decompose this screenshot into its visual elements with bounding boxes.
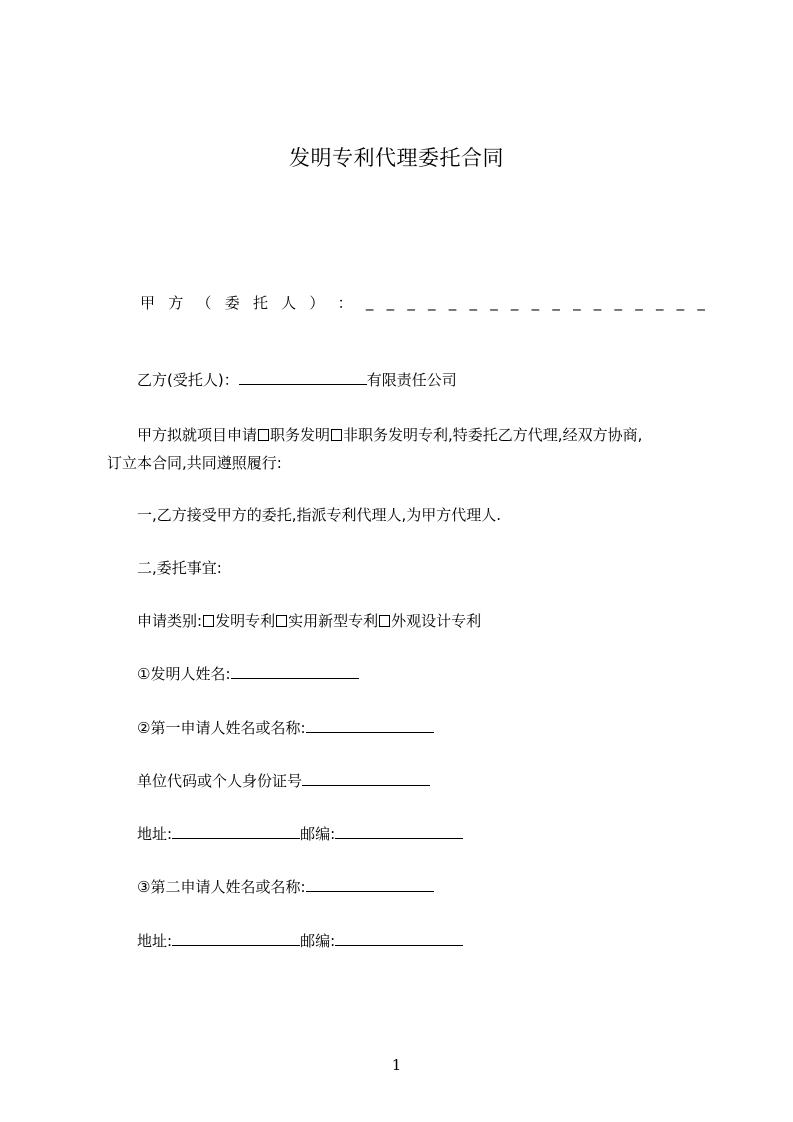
party-a-char: 委	[224, 293, 240, 312]
party-b-suffix: 有限责任公司	[366, 371, 457, 389]
checkbox[interactable]	[379, 615, 390, 627]
second-applicant-blank[interactable]	[306, 877, 434, 892]
fill-dash: _	[614, 293, 622, 311]
fill-dash: _	[531, 293, 540, 311]
address-blank[interactable]	[172, 824, 300, 839]
intro-option-1: 职务发明	[270, 426, 331, 444]
address-label: 地址:	[137, 825, 173, 843]
page-number: 1	[391, 1056, 402, 1074]
second-applicant-line	[137, 876, 434, 898]
party-b-label: 乙方(受托人)：	[137, 371, 239, 389]
checkbox[interactable]	[331, 429, 342, 441]
fill-dash: _	[365, 293, 374, 311]
postcode-label: 邮编:	[300, 825, 336, 843]
party-a-char: 托	[252, 293, 268, 312]
fill-dash: _	[635, 293, 643, 311]
category-option-2: 实用新型专利	[288, 612, 379, 630]
fill-dash: _	[510, 293, 519, 311]
fill-dash: _	[448, 293, 457, 311]
intro-paragraph	[107, 421, 707, 477]
id-code-line	[137, 770, 430, 792]
postcode-label: 邮编:	[300, 932, 336, 950]
fill-dash: _	[428, 293, 436, 311]
checkbox[interactable]	[258, 429, 269, 441]
first-applicant-blank[interactable]	[306, 718, 434, 733]
intro-line-1	[107, 421, 707, 449]
party-a-line	[140, 290, 705, 314]
second-applicant-label: ③第二申请人姓名或名称:	[137, 878, 306, 896]
checkbox[interactable]	[203, 615, 214, 627]
first-applicant-line	[137, 717, 434, 739]
fill-dash: _	[407, 293, 415, 311]
fill-dash: _	[490, 293, 498, 311]
first-applicant-label: ②第一申请人姓名或名称:	[137, 719, 306, 737]
category-line	[137, 610, 481, 632]
intro-option-2: 非职务发明专利,特委托乙方代理,经双方协商,	[343, 426, 643, 444]
checkbox[interactable]	[276, 615, 287, 627]
fill-dash: _	[469, 293, 477, 311]
postcode-blank[interactable]	[335, 931, 463, 946]
category-option-1: 发明专利	[215, 612, 276, 630]
party-a-char: ：	[337, 293, 353, 312]
fill-dash: _	[386, 293, 395, 311]
intro-text: 甲方拟就项目申请	[137, 426, 258, 444]
fill-dash: _	[593, 293, 602, 311]
category-label: 申请类别:	[137, 612, 203, 630]
address-line-1	[137, 823, 463, 845]
party-a-char: 人	[281, 293, 297, 312]
party-b-line	[137, 369, 457, 391]
id-code-label: 单位代码或个人身份证号	[137, 772, 303, 790]
inventor-line	[137, 663, 359, 685]
address-label: 地址:	[137, 932, 173, 950]
intro-line-2: 订立本合同,共同遵照履行:	[107, 454, 282, 472]
fill-dash: _	[573, 293, 581, 311]
party-a-char: （	[196, 293, 212, 312]
category-option-3: 外观设计专利	[391, 612, 482, 630]
address-line-2	[137, 930, 463, 952]
page-title: 发明专利代理委托合同	[289, 146, 504, 170]
party-a-char: ）	[309, 293, 325, 312]
party-b-blank[interactable]	[239, 370, 367, 385]
party-a-char: 甲	[140, 293, 156, 312]
clause-2: 二,委托事宜:	[137, 559, 222, 577]
inventor-label: ①发明人姓名:	[137, 665, 231, 683]
id-code-blank[interactable]	[302, 771, 430, 786]
inventor-blank[interactable]	[231, 664, 359, 679]
party-a-char: 方	[168, 293, 184, 312]
fill-dash: _	[655, 293, 664, 311]
address-blank[interactable]	[172, 931, 300, 946]
fill-dash: _	[676, 293, 685, 311]
fill-dash: _	[697, 293, 705, 311]
clause-1: 一,乙方接受甲方的委托,指派专利代理人,为甲方代理人.	[137, 506, 502, 524]
postcode-blank[interactable]	[335, 824, 463, 839]
fill-dash: _	[552, 293, 560, 311]
